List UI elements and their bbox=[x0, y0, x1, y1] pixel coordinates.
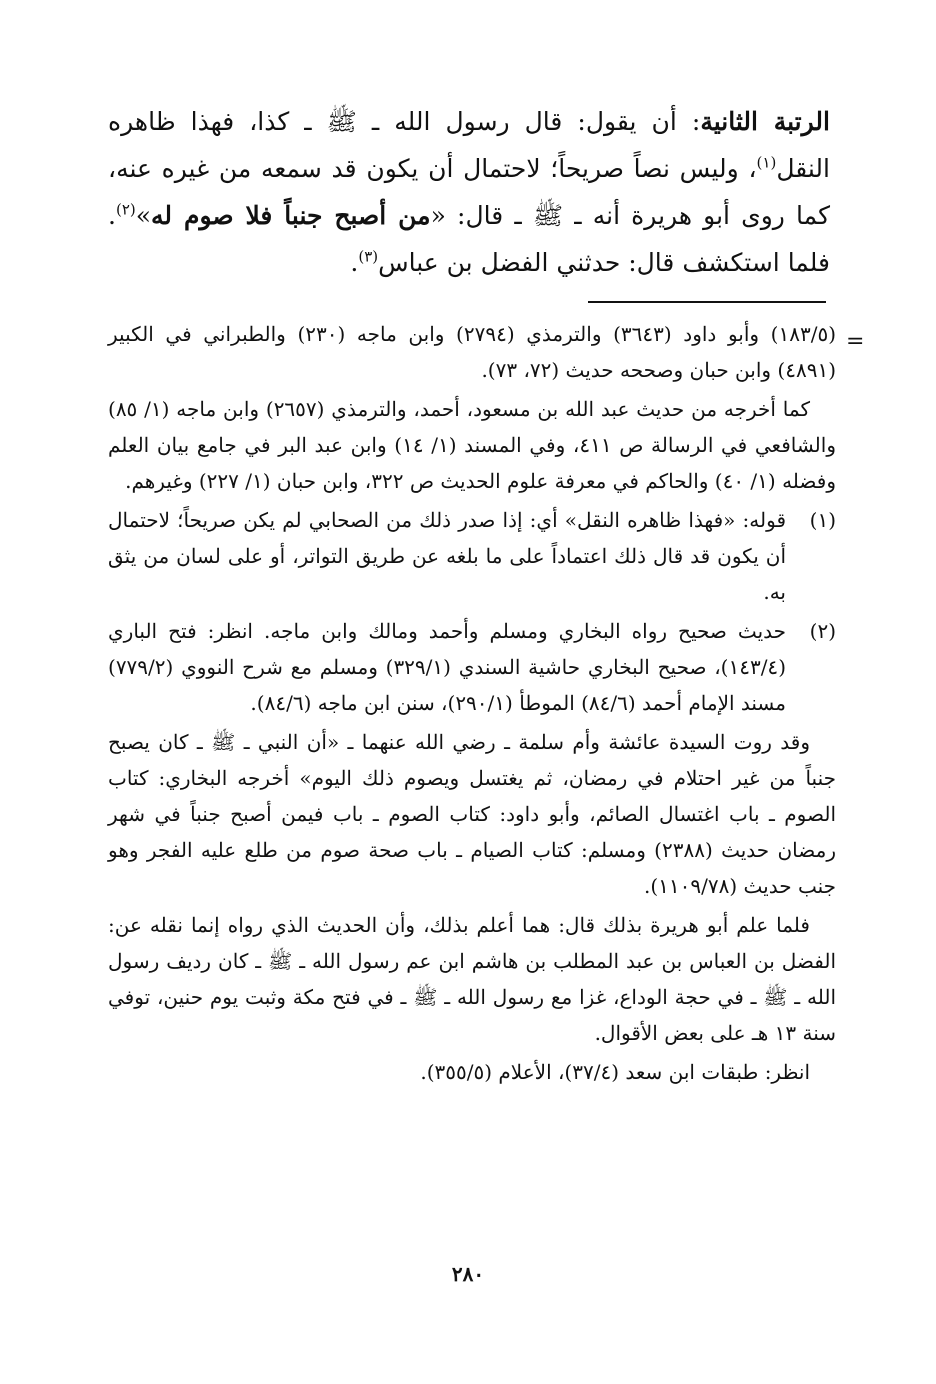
footnote-2-continuation: فلما علم أبو هريرة بذلك قال: هما أعلم بذلك، وأن الحديث الذي رواه إنما نقله عن: الفضل بن العباس بن عبد المطلب بن هاشم ابن عم رسول الله ـ ﷺ ـ كان رديف رسول الله ـ ﷺ ـ في حجة الوداع، غزا مع رسول الله ـ ﷺ ـ في فتح مكة وثبت يوم حنين، توفي سنة ١٣ هـ على بعض الأقوال. bbox=[108, 913, 837, 1045]
footnote-ref-1[interactable]: (١) bbox=[756, 153, 777, 172]
footnote-number: (٢) bbox=[809, 619, 836, 643]
footnotes bbox=[108, 316, 836, 1093]
main-text-part: ، وليس نصاً صريحاً؛ لاحتمال أن يكون قد سمعه من غيره عنه، كما روى أبو هريرة أنه ـ ﷺ ـ قال: « bbox=[108, 154, 831, 230]
footnote-separator bbox=[588, 301, 826, 303]
main-text bbox=[108, 98, 830, 286]
footnote-continuation: كما أخرجه من حديث عبد الله بن مسعود، أحمد، والترمذي (٢٦٥٧) وابن ماجه (١/ ٨٥) والشافعي في الرسالة ص ٤١١، وفي المسند (١/ ١٤) وابن عبد البر في جامع بيان العلم وفضله (١/ ٤٠) والحاكم في معرفة علوم الحديث ص ٣٢٢، وابن حبان (١/ ٢٢٧) وغيرهم. bbox=[108, 397, 836, 493]
continuation-mark: = bbox=[846, 329, 865, 354]
hadith-quote: من أصبح جنباً فلا صوم له bbox=[151, 201, 431, 230]
footnote-text: قوله: «فهذا ظاهره النقل» أي: إذا صدر ذلك من الصحابي لم يكن صريحاً؛ لاحتمال أن يكون قد قال ذلك اعتماداً على ما بلغه عن طريق التواتر، أو على لسان من يثق به. bbox=[108, 508, 787, 604]
footnote-text: حديث صحيح رواه البخاري ومسلم وأحمد ومالك وابن ماجه. انظر: فتح الباري (١٤٣/٤)، صحيح البخاري حاشية السندي (٣٢٩/١) ومسلم مع شرح النووي (٧٧٩/٢) مسند الإمام أحمد (٨٤/٦) الموطأ (٢٩٠/١)، سنن ابن ماجه (٨٤/٦). bbox=[108, 619, 786, 715]
main-text-part: . فلما استكشف قال: حدثني الفضل بن عباس bbox=[108, 201, 830, 277]
footnote-continuation: (١٨٣/٥) وأبو داود (٣٦٤٣) والترمذي (٢٧٩٤) وابن ماجه (٢٣٠) والطبراني في الكبير (٤٨٩١) وابن حبان وصححه حديث (٧٢، ٧٣). bbox=[108, 322, 837, 382]
rank-label: الرتبة الثانية bbox=[700, 107, 830, 136]
page-number: ٢٨٠ bbox=[451, 1262, 485, 1286]
footnote-1 bbox=[108, 502, 836, 610]
footnote-ref-3[interactable]: (٣) bbox=[358, 247, 379, 266]
footnote-2 bbox=[108, 613, 836, 721]
main-text-part: . bbox=[350, 248, 359, 277]
main-paragraph bbox=[108, 98, 830, 286]
footnote-number: (١) bbox=[809, 508, 836, 532]
footnote-ref-2[interactable]: (٢) bbox=[115, 200, 136, 219]
main-text-part: : أن يقول: قال رسول الله ـ ﷺ ـ كذا، فهذا ظاهره النقل bbox=[108, 107, 830, 183]
main-text-part: » bbox=[135, 201, 152, 230]
footnote-2-continuation: انظر: طبقات ابن سعد (٣٧/٤)، الأعلام (٣٥٥/٥). bbox=[420, 1060, 810, 1084]
footnote-2-continuation: وقد روت السيدة عائشة وأم سلمة ـ رضي الله عنهما ـ «أن النبي ـ ﷺ ـ كان يصبح جنباً من غير احتلام في رمضان، ثم يغتسل ويصوم ذلك اليوم» أخرجه البخاري: كتاب الصوم ـ باب اغتسال الصائم، وأبو داود: كتاب الصوم ـ باب فيمن أصبح جنباً في شهر رمضان حديث (٢٣٨٨) ومسلم: كتاب الصيام ـ باب صحة صوم من طلع عليه الفجر وهو جنب حديث (١١٠٩/٧٨). bbox=[108, 730, 837, 898]
